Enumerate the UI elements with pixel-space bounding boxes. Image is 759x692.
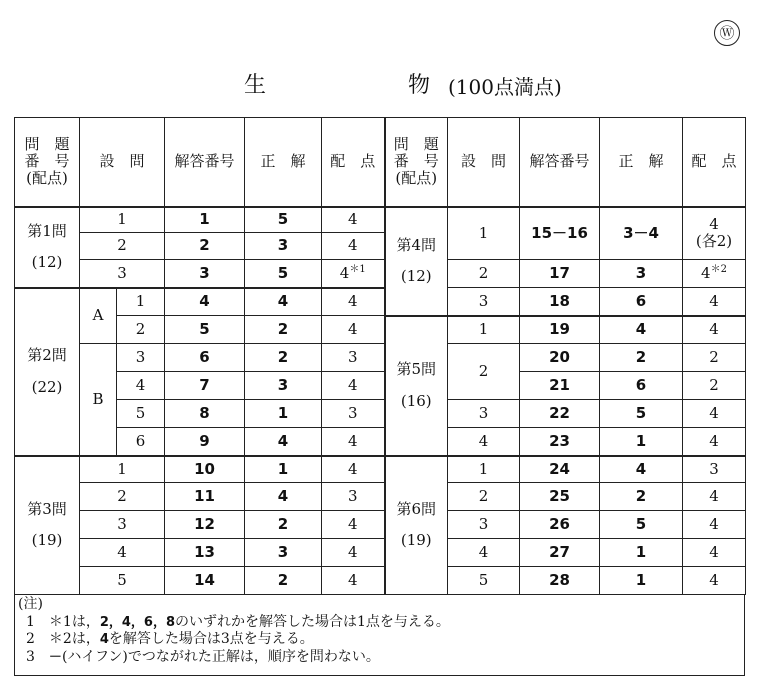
correct-answer-cell: 3 [245, 539, 322, 567]
correct-answer-cell: 2 [245, 344, 322, 372]
answer-number-cell: 1 [165, 207, 245, 233]
points-cell: 4 [683, 428, 746, 456]
table-row [15, 260, 746, 288]
points-cell: 3 [322, 400, 385, 428]
header-points-right: 配 点 [683, 118, 746, 207]
question-cell: 4 [448, 539, 520, 567]
group-6-cell: 第6問 (19) [385, 456, 448, 595]
header-answer-number: 解答番号 [165, 118, 245, 207]
question-cell: 3 [80, 260, 165, 288]
header-problem: 問 題 番 号 (配点) [15, 118, 80, 207]
answer-number-cell: 28 [520, 567, 600, 595]
answer-number-cell: 9 [165, 428, 245, 456]
question-cell: 5 [80, 567, 165, 595]
points-cell: 3 [683, 456, 746, 483]
answer-number-cell: 7 [165, 372, 245, 400]
correct-answer-cell: 2 [600, 344, 683, 372]
group-5-cell: 第5問 (16) [385, 316, 448, 456]
answer-number-cell: 19 [520, 316, 600, 344]
answer-number-cell: 13 [165, 539, 245, 567]
points-cell: 4 [322, 372, 385, 400]
subgroup-a-cell: A [80, 288, 117, 344]
question-cell: 2 [448, 344, 520, 400]
correct-answer-cell: 2 [600, 483, 683, 511]
answer-number-cell: 15－16 [520, 207, 600, 260]
table-row [15, 483, 746, 511]
answer-number-cell: 2 [165, 233, 245, 260]
question-cell: 5 [448, 567, 520, 595]
answer-number-cell: 22 [520, 400, 600, 428]
note-3: 3 －(ハイフン)でつながれた正解は，順序を問わない。 [26, 648, 380, 665]
points-cell: 4 [322, 207, 385, 233]
question-cell: 1 [448, 456, 520, 483]
header-question: 設 問 [80, 118, 165, 207]
question-cell: 1 [448, 207, 520, 260]
correct-answer-cell: 4 [245, 428, 322, 456]
correct-answer-cell: 1 [600, 539, 683, 567]
header-question-right: 設 問 [448, 118, 520, 207]
notes-box [14, 594, 745, 676]
header-correct: 正 解 [245, 118, 322, 207]
question-cell: 3 [448, 511, 520, 539]
points-cell: 4 [683, 511, 746, 539]
header-row [15, 118, 746, 207]
question-cell: 3 [448, 400, 520, 428]
points-cell: 3 [322, 344, 385, 372]
answer-number-cell: 14 [165, 567, 245, 595]
table-row [15, 567, 746, 595]
table-row [15, 428, 746, 456]
question-cell: 2 [117, 316, 165, 344]
table-row [15, 316, 746, 344]
correct-answer-cell: 4 [600, 316, 683, 344]
question-cell: 4 [80, 539, 165, 567]
correct-answer-cell: 3－4 [600, 207, 683, 260]
answer-number-cell: 26 [520, 511, 600, 539]
correct-answer-cell: 2 [245, 316, 322, 344]
question-cell: 1 [117, 288, 165, 316]
answer-number-cell: 17 [520, 260, 600, 288]
correct-answer-cell: 5 [245, 207, 322, 233]
points-cell: 4 [322, 428, 385, 456]
answer-number-cell: 4 [165, 288, 245, 316]
answer-number-cell: 18 [520, 288, 600, 316]
question-cell: 4 [448, 428, 520, 456]
points-cell: 3 [322, 483, 385, 511]
question-cell: 1 [80, 207, 165, 233]
question-cell: 1 [448, 316, 520, 344]
answer-number-cell: 21 [520, 372, 600, 400]
answer-number-cell: 27 [520, 539, 600, 567]
points-cell: 4 [683, 288, 746, 316]
group-3-cell: 第3問 (19) [15, 456, 80, 595]
points-cell: 4 [683, 483, 746, 511]
table-row [15, 456, 746, 483]
notes-heading: (注) [18, 596, 43, 612]
correct-answer-cell: 6 [600, 372, 683, 400]
correct-answer-cell: 4 [600, 456, 683, 483]
answer-number-cell: 5 [165, 316, 245, 344]
points-cell: 4 [683, 567, 746, 595]
table-row [15, 372, 746, 400]
points-cell: 4 [322, 511, 385, 539]
title-subject-2: 物 [408, 73, 431, 98]
question-cell: 3 [80, 511, 165, 539]
correct-answer-cell: 1 [245, 456, 322, 483]
correct-answer-cell: 1 [245, 400, 322, 428]
answer-number-cell: 20 [520, 344, 600, 372]
question-cell: 2 [80, 233, 165, 260]
page-title [0, 68, 759, 98]
answer-table [14, 117, 746, 595]
correct-answer-cell: 3 [600, 260, 683, 288]
answer-number-cell: 12 [165, 511, 245, 539]
note-2: 2 ＊2は，4を解答した場合は3点を与える。 [26, 631, 314, 647]
question-cell: 3 [117, 344, 165, 372]
points-cell: 4 (各2) [683, 207, 746, 260]
points-cell: 4 [322, 539, 385, 567]
correct-answer-cell: 5 [600, 511, 683, 539]
points-cell: 2 [683, 372, 746, 400]
points-cell: $4^{*2}$ [683, 260, 746, 288]
points-cell: 4 [322, 456, 385, 483]
points-cell: 4 [322, 567, 385, 595]
points-cell: 2 [683, 344, 746, 372]
points-cell: 4 [683, 400, 746, 428]
correct-answer-cell: 1 [600, 428, 683, 456]
answer-number-cell: 23 [520, 428, 600, 456]
points-cell: 4 [322, 233, 385, 260]
header-points: 配 点 [322, 118, 385, 207]
header-problem-right: 問 題 番 号 (配点) [385, 118, 448, 207]
table-row [15, 344, 746, 372]
header-correct-right: 正 解 [600, 118, 683, 207]
table-row [15, 511, 746, 539]
answer-number-cell: 6 [165, 344, 245, 372]
title-subject-1: 生 [244, 73, 267, 98]
table-row [15, 207, 746, 233]
group-4-cell: 第4問 (12) [385, 207, 448, 316]
group-2-cell: 第2問 (22) [15, 288, 80, 456]
answer-number-cell: 8 [165, 400, 245, 428]
question-cell: 2 [448, 260, 520, 288]
header-answer-number-right: 解答番号 [520, 118, 600, 207]
correct-answer-cell: 2 [245, 511, 322, 539]
correct-answer-cell: 5 [245, 260, 322, 288]
answer-number-cell: 25 [520, 483, 600, 511]
points-cell: $4^{*1}$ [322, 260, 385, 288]
correct-answer-cell: 5 [600, 400, 683, 428]
correct-answer-cell: 2 [245, 567, 322, 595]
corner-mark: Ⓦ [714, 20, 740, 46]
question-cell: 5 [117, 400, 165, 428]
question-cell: 3 [448, 288, 520, 316]
points-cell: 4 [322, 288, 385, 316]
answer-number-cell: 24 [520, 456, 600, 483]
question-cell: 6 [117, 428, 165, 456]
answer-number-cell: 10 [165, 456, 245, 483]
points-cell: 4 [683, 539, 746, 567]
table-row [15, 539, 746, 567]
points-cell: 4 [322, 316, 385, 344]
subgroup-b-cell: B [80, 344, 117, 456]
table-row [15, 288, 746, 316]
question-cell: 1 [80, 456, 165, 483]
table-row [15, 400, 746, 428]
correct-answer-cell: 3 [245, 372, 322, 400]
answer-number-cell: 3 [165, 260, 245, 288]
question-cell: 4 [117, 372, 165, 400]
question-cell: 2 [80, 483, 165, 511]
correct-answer-cell: 6 [600, 288, 683, 316]
title-full-marks: (100点満点) [448, 75, 562, 99]
correct-answer-cell: 1 [600, 567, 683, 595]
answer-number-cell: 11 [165, 483, 245, 511]
correct-answer-cell: 3 [245, 233, 322, 260]
correct-answer-cell: 4 [245, 483, 322, 511]
note-1: 1 ＊1は，2，4，6，8のいずれかを解答した場合は1点を与える。 [26, 613, 450, 630]
correct-answer-cell: 4 [245, 288, 322, 316]
group-1-cell: 第1問 (12) [15, 207, 80, 288]
points-cell: 4 [683, 316, 746, 344]
question-cell: 2 [448, 483, 520, 511]
